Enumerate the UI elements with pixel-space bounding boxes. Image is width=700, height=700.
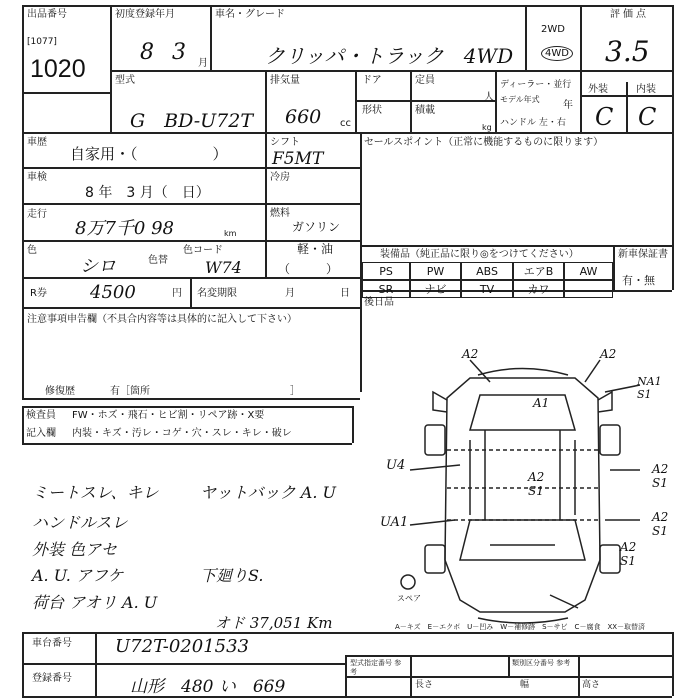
mileage-unit: km <box>224 229 237 238</box>
shift-label: シフト <box>270 137 300 148</box>
lot-label: 出品番号 <box>27 9 67 20</box>
registration-value: 山形 480 い 669 <box>130 677 286 697</box>
equip-leather: カワ <box>513 280 564 298</box>
color-code-value: W74 <box>205 258 242 277</box>
lot-number: 1020 <box>30 55 86 83</box>
lot-sub-number: [1077] <box>27 37 57 47</box>
handwritten-note-4: A. U. アフケ <box>32 566 124 585</box>
score-label: 評価点 <box>610 9 649 20</box>
inspector-label: 検査員 <box>26 410 56 421</box>
history-value: 自家用・（ ） <box>70 145 228 163</box>
capacity-label: 定員 <box>415 75 435 86</box>
model-year-label: モデル年式 <box>500 95 540 104</box>
shape-label: 形状 <box>362 105 382 116</box>
recycle-label: R券 <box>30 288 47 299</box>
drive-4wd-circled: 4WD <box>541 46 573 61</box>
color-label: 色 <box>27 245 37 256</box>
spare-label: スペア <box>397 594 421 603</box>
height-label: 高さ <box>582 680 601 690</box>
registration-label: 登録番号 <box>32 673 72 684</box>
car-name-label: 車名・グレード <box>215 9 285 20</box>
warranty-value: 有・無 <box>622 274 655 287</box>
door-label: ドア <box>362 75 382 86</box>
equipment-title: 装備品（純正品に限り◎をつけてください） <box>380 249 579 260</box>
sales-point-title: セールスポイント（正常に機能するものに限ります） <box>364 137 604 148</box>
fuel-other: （ ） <box>278 262 339 276</box>
history-label: 車歴 <box>27 137 47 148</box>
model-label: 型式 <box>115 75 135 86</box>
name-change-label: 名変期限 <box>197 288 237 299</box>
fuel-gasoline: ガソリン <box>292 220 341 234</box>
category-number-label: 類別区分番号 参考 <box>512 659 571 667</box>
odometer-note: オド 37,051 Km <box>215 614 333 632</box>
fuel-label: 燃料 <box>270 208 290 219</box>
equip-tv: TV <box>461 280 513 298</box>
after-items-label: 後日品 <box>364 297 394 308</box>
equip-abs: ABS <box>461 262 513 280</box>
fuel-diesel: 軽・油 <box>297 242 334 256</box>
damage-mark-right-mirror: NA1 S1 <box>637 375 662 401</box>
capacity-unit: 人 <box>484 92 494 103</box>
month-unit: 月 <box>198 58 208 69</box>
equip-sr: SR <box>362 280 410 298</box>
damage-mark-rear: A2 S1 <box>620 540 637 568</box>
exterior-grade: C <box>595 103 614 131</box>
warranty-label: 新車保証書 <box>618 249 668 260</box>
damage-mark-hood: A1 <box>533 396 550 410</box>
dealer-label: ディーラー・並行 <box>500 80 572 90</box>
repair-history-label: 修復歴 <box>45 386 75 397</box>
year-unit: 年 <box>563 100 573 111</box>
handle-label: ハンドル 左・右 <box>500 118 566 128</box>
interior-defect-row: 内装・キズ・汚レ・コゲ・穴・スレ・キレ・破レ <box>72 428 292 439</box>
damage-mark-roof: A2 S1 <box>528 470 545 498</box>
color-value: シロ <box>80 256 116 277</box>
equip-ps: PS <box>362 262 410 280</box>
repair-history-value: 有［箇所 ］ <box>110 386 300 397</box>
load-label: 積載 <box>415 105 435 116</box>
color-code-label: 色コード <box>183 245 223 256</box>
name-change-day: 日 <box>340 288 350 299</box>
equip-aw: AW <box>564 262 613 280</box>
damage-mark-right-door: A2 S1 <box>652 462 669 490</box>
handwritten-note-3: 外装 色アセ <box>32 540 117 559</box>
load-unit: kg <box>482 123 492 132</box>
damage-mark-left-bed: UA1 <box>380 515 409 530</box>
exterior-label: 外装 <box>588 84 608 95</box>
handwritten-note-right-1: ヤットバック A. U <box>200 483 336 502</box>
first-reg-month: 3 <box>172 40 186 65</box>
inspection-label: 車検 <box>27 172 47 183</box>
interior-label: 内装 <box>636 84 656 95</box>
notes-title: 注意事項申告欄（不具合内容等は具体的に記入して下さい） <box>27 314 297 325</box>
exterior-defect-row: FW・ホズ・飛石・ヒビ割・リペア跡・X要 <box>72 410 265 421</box>
handwritten-note-1: ミートスレ、キレ <box>32 483 159 502</box>
chassis-value: U72T-0201533 <box>115 636 250 657</box>
record-label: 記入欄 <box>26 428 56 439</box>
inspection-value: 8 年 3 月（ 日） <box>85 185 210 201</box>
displacement-value: 660 <box>285 106 322 128</box>
score-value: 3.5 <box>605 35 650 68</box>
equip-pw: PW <box>410 262 461 280</box>
mileage-value: 8万7千0 98 <box>75 218 174 239</box>
name-change-month: 月 <box>285 288 295 299</box>
color-change-label: 色替 <box>148 255 168 266</box>
car-name-value: クリッパ・トラック 4WD <box>265 44 514 68</box>
handwritten-note-2: ハンドルスレ <box>32 513 128 532</box>
damage-mark-front-right: A2 <box>600 347 617 361</box>
yen-unit: 円 <box>172 288 182 299</box>
drive-2wd: 2WD <box>541 24 565 35</box>
mileage-label: 走行 <box>27 209 47 220</box>
displacement-label: 排気量 <box>270 75 300 86</box>
handwritten-note-5: 荷台 アオリ A. U <box>32 593 158 612</box>
first-reg-year: 8 <box>140 40 154 65</box>
damage-mark-front-left: A2 <box>462 347 479 361</box>
recycle-value: 4500 <box>90 282 136 303</box>
model-value: G BD-U72T <box>130 110 254 132</box>
width-label: 幅 <box>520 680 530 690</box>
length-label: 長さ <box>415 680 434 690</box>
damage-mark-left-door: U4 <box>386 458 406 473</box>
damage-legend: A－キズ E－エクボ U－凹み W－補修跡 S－サビ C－腐食 XX－取替済 <box>395 623 646 631</box>
shift-value: F5MT <box>272 149 324 169</box>
equip-navi: ナビ <box>410 280 461 298</box>
damage-mark-right-bed: A2 S1 <box>652 510 669 538</box>
equip-airbag: エアB <box>513 262 564 280</box>
chassis-label: 車台番号 <box>32 638 72 649</box>
interior-grade: C <box>638 103 657 131</box>
handwritten-note-right-2: 下廻りS. <box>200 566 264 585</box>
displacement-unit: cc <box>340 118 351 129</box>
type-designation-label: 型式指定番号 参考 <box>350 659 402 676</box>
first-reg-label: 初度登録年月 <box>115 9 175 20</box>
aircon-label: 冷房 <box>270 172 290 183</box>
